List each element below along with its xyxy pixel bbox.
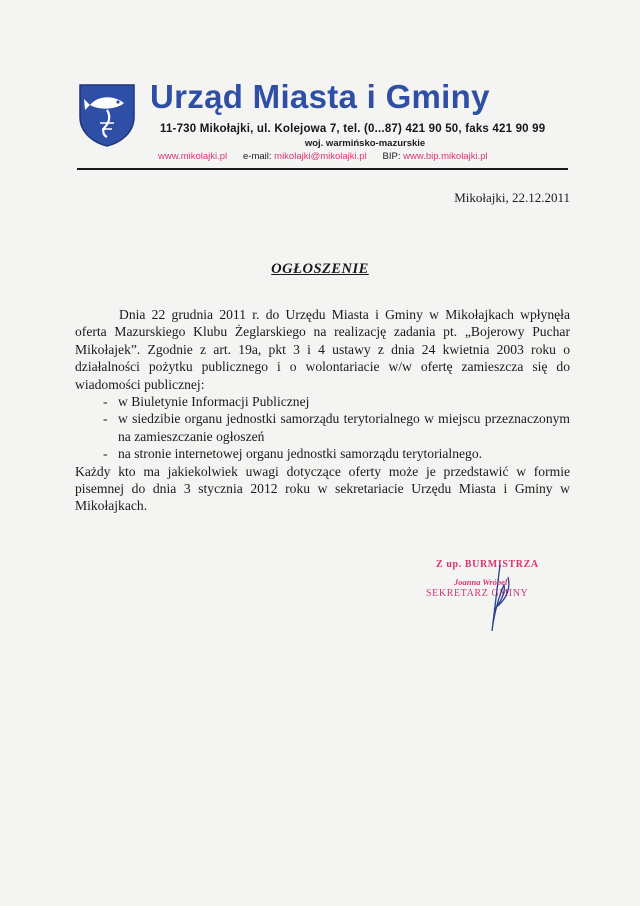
list-item-text: na stronie internetowej organu jednostki samorządu terytorialnego. <box>118 446 483 462</box>
list-item-text: w siedzibie organu jednostki samorządu terytorialnego w miejscu przeznaczonym na zamieszczanie ogłoszeń <box>118 411 570 444</box>
stamp-signatory-name: Joanna Wróbel <box>454 577 508 587</box>
email-link[interactable]: mikolajki@mikolajki.pl <box>274 151 367 162</box>
bip-label: BIP: <box>382 151 401 162</box>
letterhead-divider <box>77 168 568 170</box>
stamp-position: SEKRETARZ GMINY <box>426 588 529 599</box>
publication-list <box>75 393 570 463</box>
coat-of-arms-icon <box>78 83 136 147</box>
office-name: Urząd Miasta i Gminy <box>150 78 490 115</box>
body-paragraph-2: Każdy kto ma jakiekolwiek uwagi dotyczące oferty może je przedstawić w formie pisemnej do dnia 3 stycznia 2012 roku w sekretariacie Urzędu Miasta i Gminy w Mikołajkach. <box>75 463 570 514</box>
handwritten-signature-icon <box>470 563 530 633</box>
document-date: Mikołajki, 22.12.2011 <box>454 190 570 205</box>
bip-link[interactable]: www.bip.mikolajki.pl <box>403 151 488 162</box>
list-item-text: w Biuletynie Informacji Publicznej <box>118 394 310 410</box>
list-item: - w siedzibie organu jednostki samorządu terytorialnego w miejscu przeznaczonym na zamieszczanie ogłoszeń <box>103 411 570 444</box>
office-region: woj. warmińsko-mazurskie <box>304 138 426 149</box>
document-heading: OGŁOSZENIE <box>271 261 369 277</box>
list-item: - na stronie internetowej organu jednostki samorządu terytorialnego. <box>103 446 483 462</box>
website-link[interactable]: www.mikolajki.pl <box>158 151 228 162</box>
email-label: e-mail: <box>243 151 272 162</box>
office-address: 11-730 Mikołajki, ul. Kolejowa 7, tel. (0...87) 421 90 50, faks 421 90 99 <box>160 123 546 135</box>
body-paragraph-1: Dnia 22 grudnia 2011 r. do Urzędu Miasta i Gminy w Mikołajkach wpłynęła oferta Mazurskiego Klubu Żeglarskiego na realizację zadania pt. „Bojerowy Puchar Mikołajek”. Zgodnie z art. 19a, pkt 3 i 4 ustawy z dnia 24 kwietnia 2003 roku o działalności pożytku publicznego i o wolontariacie w/w ofertę zamieszcza się do wiadomości publicznej: <box>75 307 570 392</box>
stamp-authority: Z up. BURMISTRZA <box>436 559 539 570</box>
document-body <box>75 306 570 515</box>
office-contact-line <box>158 151 578 162</box>
list-item: - w Biuletynie Informacji Publicznej <box>103 394 310 410</box>
